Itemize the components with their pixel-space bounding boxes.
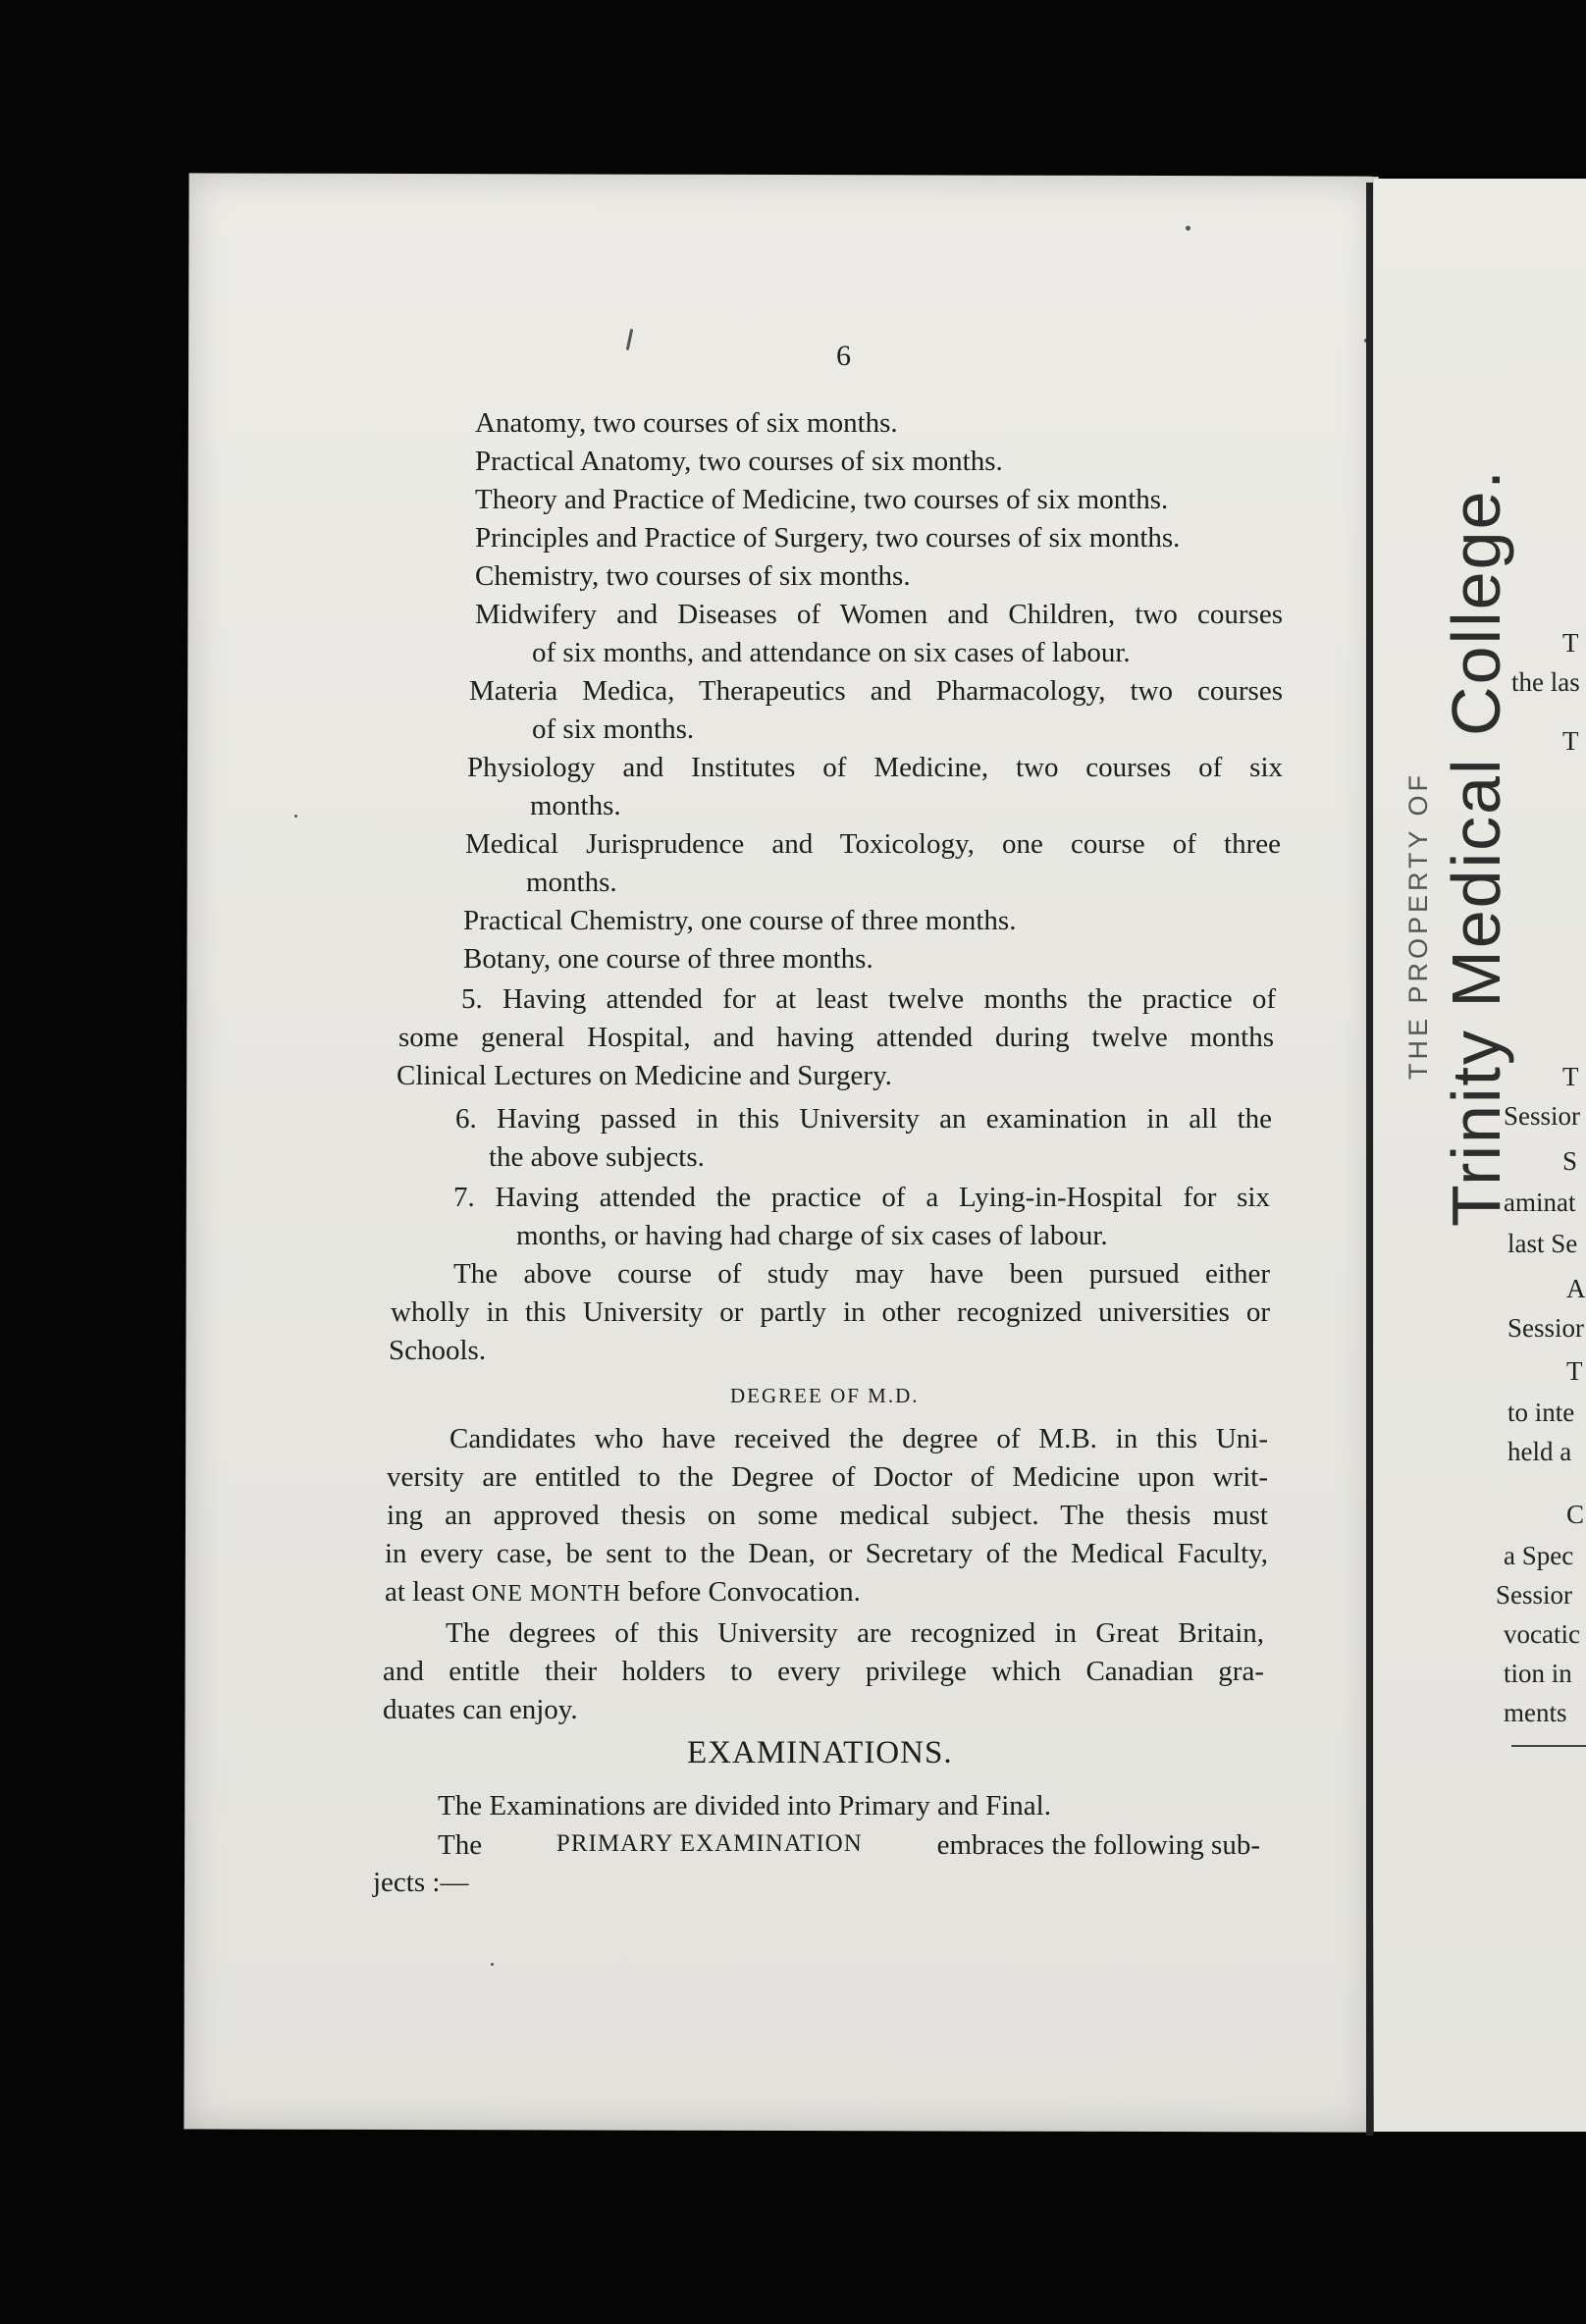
- degree-heading: DEGREE OF M.D.: [730, 1384, 920, 1407]
- book-gutter: [1366, 183, 1373, 2136]
- degree-paragraph-line: versity are entitled to the Degree of Doctor of Medicine upon writ-: [387, 1461, 1268, 1493]
- facing-page-fragment: the las: [1511, 667, 1580, 697]
- facing-page-rule: [1511, 1745, 1586, 1747]
- facing-page-fragment: tion in: [1504, 1659, 1572, 1688]
- facing-page-fragment: T: [1562, 1062, 1579, 1091]
- requirement-line: Clinical Lectures on Medicine and Surgery.: [396, 1060, 892, 1091]
- requirement-line: 5. Having attended for at least twelve months the practice of: [461, 983, 1276, 1015]
- course-line: Medical Jurisprudence and Toxicology, one course of three: [465, 828, 1281, 860]
- course-line: Materia Medica, Therapeutics and Pharmacology, two courses: [469, 675, 1283, 707]
- ownership-stamp: [1403, 468, 1551, 1227]
- examinations-paragraph-line: The Examinations are divided into Primary and Final.: [438, 1790, 1051, 1822]
- requirement-line: 6. Having passed in this University an examination in all the: [455, 1103, 1272, 1135]
- course-line: Theory and Practice of Medicine, two courses of six months.: [475, 484, 1169, 515]
- course-line: Practical Anatomy, two courses of six months.: [475, 446, 1003, 477]
- examinations-heading: EXAMINATIONS.: [687, 1735, 953, 1770]
- facing-page-fragment: T: [1562, 726, 1579, 756]
- facing-page-fragment: Sessior: [1504, 1101, 1581, 1131]
- course-line: Botany, one course of three months.: [463, 943, 873, 975]
- degree-paragraph-line: Candidates who have received the degree of M.B. in this Uni-: [449, 1423, 1268, 1454]
- facing-page-fragment: T: [1562, 628, 1579, 658]
- facing-page-fragment: held a: [1507, 1437, 1572, 1466]
- facing-page-fragment: to inte: [1507, 1398, 1575, 1427]
- page-number: 6: [836, 340, 851, 372]
- course-line: Physiology and Institutes of Medicine, two courses of six: [467, 752, 1283, 783]
- facing-page-fragment: T: [1566, 1356, 1583, 1386]
- facing-page-fragment: S: [1562, 1146, 1578, 1176]
- requirement-line: some general Hospital, and having attended during twelve months: [398, 1022, 1274, 1053]
- recognition-paragraph-line: The degrees of this University are recognized in Great Britain,: [446, 1617, 1264, 1649]
- examinations-paragraph-line: jects :—: [373, 1867, 469, 1898]
- stamp-college-name: Trinity Medical College.: [1438, 468, 1514, 1227]
- degree-paragraph-line: ing an approved thesis on some medical subject. The thesis must: [387, 1500, 1268, 1531]
- exam-text-segment: embraces the following sub-: [936, 1829, 1260, 1861]
- recognition-paragraph-line: and entitle their holders to every privilege which Canadian gra-: [383, 1656, 1264, 1687]
- stamp-property-line: THE PROPERTY OF: [1403, 770, 1433, 1080]
- scan-speck: [1186, 226, 1190, 231]
- facing-page-fragment: last Se: [1507, 1229, 1578, 1258]
- requirement-line: The above course of study may have been pursued either: [453, 1258, 1270, 1290]
- examinations-paragraph-line: [438, 1831, 1260, 1860]
- facing-page-fragment: Sessior: [1507, 1313, 1585, 1343]
- facing-page-fragment: aminat: [1504, 1188, 1576, 1217]
- one-month-emphasis: ONE MONTH: [471, 1581, 621, 1607]
- scan-speck: [294, 815, 297, 818]
- course-line: months.: [530, 790, 621, 821]
- course-line: Anatomy, two courses of six months.: [475, 407, 898, 439]
- requirement-line: Schools.: [389, 1335, 487, 1366]
- degree-paragraph-line: [385, 1578, 861, 1607]
- requirement-line: the above subjects.: [489, 1141, 705, 1173]
- exam-text-segment: The: [438, 1829, 483, 1861]
- facing-page-fragment: C: [1566, 1500, 1585, 1529]
- scan-speck: [491, 1963, 494, 1966]
- requirement-line: 7. Having attended the practice of a Lying-in-Hospital for six: [453, 1182, 1270, 1213]
- degree-text-segment: at least: [385, 1576, 472, 1608]
- course-line: of six months, and attendance on six cases of labour.: [532, 637, 1131, 668]
- requirement-line: months, or having had charge of six cases of labour.: [516, 1220, 1108, 1251]
- course-line: Midwifery and Diseases of Women and Children, two courses: [475, 599, 1283, 630]
- degree-text-segment: before Convocation.: [620, 1576, 861, 1608]
- facing-page-fragment: vocatic: [1504, 1619, 1580, 1649]
- degree-paragraph-line: in every case, be sent to the Dean, or Secretary of the Medical Faculty,: [385, 1538, 1268, 1569]
- facing-page-fragment: a Spec: [1504, 1541, 1574, 1570]
- course-line: Principles and Practice of Surgery, two courses of six months.: [475, 522, 1181, 554]
- course-line: Practical Chemistry, one course of three months.: [463, 905, 1017, 936]
- primary-examination-emphasis: PRIMARY EXAMINATION: [555, 1830, 863, 1857]
- recognition-paragraph-line: duates can enjoy.: [383, 1694, 578, 1725]
- course-line: of six months.: [532, 713, 695, 745]
- course-line: Chemistry, two courses of six months.: [475, 560, 911, 592]
- course-line: months.: [526, 867, 617, 898]
- facing-page-fragment: A: [1566, 1274, 1586, 1303]
- facing-page-fragment: ments: [1504, 1698, 1567, 1727]
- requirement-line: wholly in this University or partly in other recognized universities or: [391, 1296, 1270, 1328]
- facing-page-fragment: Sessior: [1496, 1580, 1573, 1610]
